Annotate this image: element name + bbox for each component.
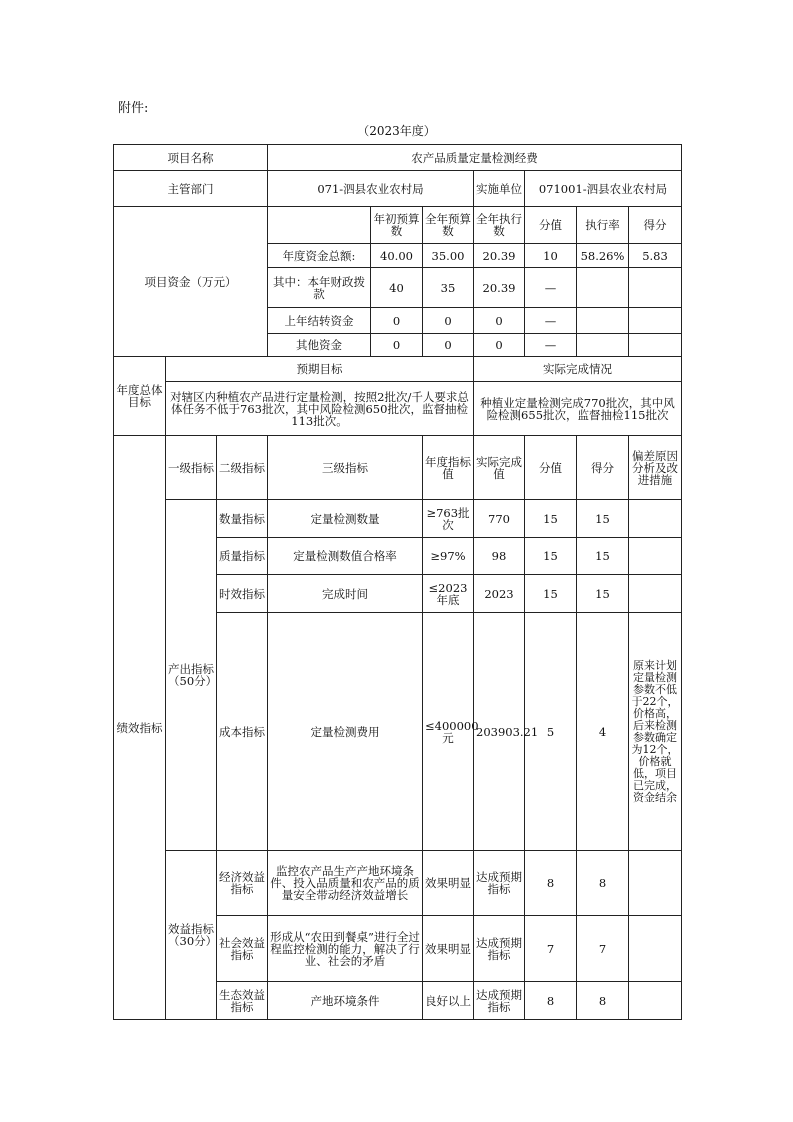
goals-header-row: [114, 357, 682, 382]
header-level2: 二级指标: [217, 436, 268, 500]
indicator-deviation: [629, 575, 682, 613]
funds-cell: [629, 334, 682, 357]
output-indicator-label: 产出指标（50分）: [166, 500, 217, 851]
funds-header-row: [114, 207, 682, 244]
funds-header-executed: 全年执行数: [474, 207, 525, 244]
indicator-target: 效果明显: [423, 851, 474, 916]
benefit-indicator-label: 效益指标（30分）: [166, 851, 217, 1020]
funds-header-annual-budget: 全年预算数: [423, 207, 474, 244]
indicator-level3: 形成从“农田到餐桌”进行全过程监控检测的能力，解决了行业、社会的矛盾: [268, 916, 423, 982]
funds-cell: 0: [474, 334, 525, 357]
indicator-level2: 时效指标: [217, 575, 268, 613]
header-deviation: 偏差原因分析及改进措施: [629, 436, 682, 500]
indicator-score: 7: [577, 916, 629, 982]
project-name-value: 农产品质量定量检测经费: [268, 145, 682, 171]
indicator-score-value: 7: [525, 916, 577, 982]
funds-row-label: 年度资金总额:: [268, 244, 371, 268]
header-score-value: 分值: [525, 436, 577, 500]
indicator-target: ≥97%: [423, 538, 474, 575]
indicator-level2: 质量指标: [217, 538, 268, 575]
funds-row-label: 其他资金: [268, 334, 371, 357]
funds-header-score: 得分: [629, 207, 682, 244]
indicator-score-value: 15: [525, 575, 577, 613]
indicator-level3: 定量检测数值合格率: [268, 538, 423, 575]
indicator-deviation: [629, 538, 682, 575]
funds-cell: 20.39: [474, 268, 525, 308]
indicator-level2: 社会效益指标: [217, 916, 268, 982]
indicator-level2: 生态效益指标: [217, 982, 268, 1020]
funds-cell: [577, 268, 629, 308]
funds-cell: 40.00: [371, 244, 423, 268]
attachment-label: 附件:: [118, 101, 149, 116]
indicator-row: [114, 500, 682, 538]
funds-cell: 0: [371, 334, 423, 357]
indicator-level2: 成本指标: [217, 613, 268, 851]
funds-cell: —: [525, 268, 577, 308]
actual-completion-text: 种植业定量检测完成770批次，其中风险检测655批次，监督抽检115批次: [474, 382, 682, 436]
funds-row-label: 上年结转资金: [268, 308, 371, 334]
header-target: 年度指标值: [423, 436, 474, 500]
indicator-target: 良好以上: [423, 982, 474, 1020]
indicator-score: 8: [577, 851, 629, 916]
indicator-deviation: [629, 916, 682, 982]
funds-cell: —: [525, 308, 577, 334]
funds-cell: 0: [371, 308, 423, 334]
funds-cell: —: [525, 334, 577, 357]
funds-label: 项目资金（万元）: [114, 207, 268, 357]
funds-cell: 20.39: [474, 244, 525, 268]
department-value: 071-泗县农业农村局: [268, 171, 474, 207]
indicator-actual: 达成预期指标: [474, 982, 525, 1020]
funds-header-initial-budget: 年初预算数: [371, 207, 423, 244]
indicator-actual: 98: [474, 538, 525, 575]
header-score: 得分: [577, 436, 629, 500]
funds-cell: 35: [423, 268, 474, 308]
year-label: （2023年度）: [357, 124, 436, 138]
indicator-score: 4: [577, 613, 629, 851]
indicator-score-value: 15: [525, 538, 577, 575]
indicator-score-value: 15: [525, 500, 577, 538]
indicator-actual: 达成预期指标: [474, 851, 525, 916]
indicator-score-value: 8: [525, 982, 577, 1020]
indicator-deviation: 原来计划定量检测参数不低于22个，价格高，后来检测参数确定为12个，价格就低，项目已完成，资金结余: [629, 613, 682, 851]
indicator-deviation: [629, 500, 682, 538]
indicator-level3: 定量检测数量: [268, 500, 423, 538]
indicator-actual: 203903.21: [474, 613, 525, 851]
department-label: 主管部门: [114, 171, 268, 207]
funds-cell: 0: [423, 308, 474, 334]
funds-cell: [629, 268, 682, 308]
department-row: [114, 171, 682, 207]
indicator-header-row: [114, 436, 682, 500]
performance-table: [113, 144, 682, 1020]
indicator-actual: 2023: [474, 575, 525, 613]
funds-cell: 40: [371, 268, 423, 308]
funds-cell: 0: [474, 308, 525, 334]
project-name-label: 项目名称: [114, 145, 268, 171]
indicator-row: [114, 851, 682, 916]
performance-indicator-label: 绩效指标: [114, 436, 166, 1020]
indicator-score: 15: [577, 575, 629, 613]
indicator-target: ≥763批次: [423, 500, 474, 538]
funds-row-label: 其中：本年财政拨款: [268, 268, 371, 308]
indicator-score-value: 5: [525, 613, 577, 851]
indicator-score-value: 8: [525, 851, 577, 916]
implementing-unit-label: 实施单位: [474, 171, 525, 207]
indicator-score: 8: [577, 982, 629, 1020]
funds-cell: 58.26%: [577, 244, 629, 268]
funds-cell: 35.00: [423, 244, 474, 268]
funds-header-blank: [268, 207, 371, 244]
funds-cell: [577, 308, 629, 334]
indicator-level3: 完成时间: [268, 575, 423, 613]
funds-cell: [629, 308, 682, 334]
funds-header-execution-rate: 执行率: [577, 207, 629, 244]
indicator-actual: 达成预期指标: [474, 916, 525, 982]
header-actual: 实际完成值: [474, 436, 525, 500]
indicator-target: ≤400000元: [423, 613, 474, 851]
funds-cell: 5.83: [629, 244, 682, 268]
indicator-level3: 监控农产品生产产地环境条件、投入品质量和农产品的质量安全带动经济效益增长: [268, 851, 423, 916]
indicator-level2: 数量指标: [217, 500, 268, 538]
indicator-actual: 770: [474, 500, 525, 538]
header-level1: 一级指标: [166, 436, 217, 500]
indicator-level3: 产地环境条件: [268, 982, 423, 1020]
indicator-deviation: [629, 982, 682, 1020]
annual-goal-label: 年度总体目标: [114, 357, 166, 436]
funds-cell: [577, 334, 629, 357]
funds-cell: 10: [525, 244, 577, 268]
funds-header-score-value: 分值: [525, 207, 577, 244]
project-name-row: [114, 145, 682, 171]
actual-completion-header: 实际完成情况: [474, 357, 682, 382]
indicator-level3: 定量检测费用: [268, 613, 423, 851]
indicator-deviation: [629, 851, 682, 916]
goals-content-row: [114, 382, 682, 436]
funds-cell: 0: [423, 334, 474, 357]
indicator-target: 效果明显: [423, 916, 474, 982]
expected-goal-header: 预期目标: [166, 357, 474, 382]
expected-goal-text: 对辖区内种植农产品进行定量检测，按照2批次/千人要求总体任务不低于763批次，其中风险检测650批次，监督抽检113批次。: [166, 382, 474, 436]
indicator-level2: 经济效益指标: [217, 851, 268, 916]
indicator-score: 15: [577, 538, 629, 575]
implementing-unit-value: 071001-泗县农业农村局: [525, 171, 682, 207]
indicator-target: ≤2023年底: [423, 575, 474, 613]
indicator-score: 15: [577, 500, 629, 538]
header-level3: 三级指标: [268, 436, 423, 500]
